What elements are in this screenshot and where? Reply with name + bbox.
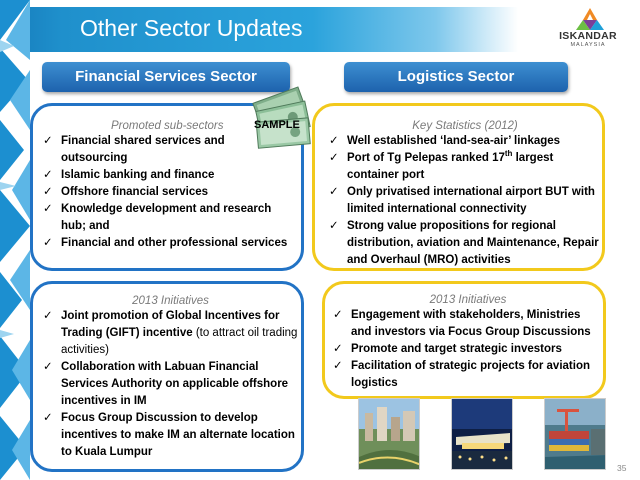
list-item: ✓ Financial shared services and outsourcing [43, 135, 225, 164]
financial-initiatives-list [43, 308, 298, 461]
logistics-initiatives-heading: 2013 Initiatives [429, 294, 507, 306]
logistics-initiatives-card [322, 281, 606, 399]
check-icon: ✓ [43, 135, 53, 147]
list-item: ✓ Offshore financial services [43, 184, 293, 201]
list-item: ✓ Well established ‘land-sea-air’ linkages [329, 133, 601, 150]
header-left-accent [30, 7, 62, 52]
list-item: ✓ Joint promotion of Global Incentives for Trading (GIFT) incentive (to attract oil trading activities) [43, 310, 298, 356]
check-icon: ✓ [43, 203, 53, 215]
left-triangle-pattern [0, 0, 30, 480]
check-icon: ✓ [43, 169, 53, 181]
financial-initiatives-card [30, 281, 304, 472]
check-icon: ✓ [43, 237, 53, 249]
check-icon: ✓ [329, 186, 339, 198]
list-item: ✓ Port of Tg Pelepas ranked 17th largest container port [329, 149, 554, 181]
list-item: ✓ Strong value propositions for regional distribution, aviation and Maintenance, Repair and Overhaul (MRO) activities [329, 220, 599, 266]
check-icon: ✓ [333, 309, 343, 321]
check-icon: ✓ [43, 361, 53, 373]
check-icon: ✓ [329, 152, 339, 164]
list-item: ✓ Only privatised international airport BUT with limited international connectivity [329, 186, 595, 215]
check-icon: ✓ [43, 310, 53, 322]
check-icon: ✓ [329, 220, 339, 232]
list-item: ✓ Focus Group Discussion to develop incentives to make IM an alternate location to Kuala Lumpur [43, 412, 295, 458]
check-icon: ✓ [333, 360, 343, 372]
check-icon: ✓ [333, 343, 343, 355]
list-item: ✓ Knowledge development and research hub; and [43, 203, 272, 232]
financial-services-sector-header: Financial Services Sector [42, 62, 290, 92]
port-photo [544, 398, 606, 470]
check-icon: ✓ [329, 135, 339, 147]
logistics-initiatives-list [333, 307, 603, 392]
check-icon: ✓ [43, 186, 53, 198]
list-item: ✓ Promote and target strategic investors [333, 341, 603, 358]
city-photo [358, 398, 420, 470]
list-item: ✓ Islamic banking and finance [43, 167, 293, 184]
list-item: ✓ Financial and other professional services [43, 235, 293, 252]
logo-subtitle: MALAYSIA [570, 42, 606, 48]
airport-photo [451, 398, 513, 470]
list-item: ✓ Facilitation of strategic projects for aviation logistics [333, 360, 590, 389]
page-title: Other Sector Updates [80, 15, 303, 41]
logistics-sector-header: Logistics Sector [344, 62, 568, 92]
financial-initiatives-heading: 2013 Initiatives [132, 295, 209, 307]
list-item: ✓ Collaboration with Labuan Financial Services Authority on applicable offshore incentives in IM [43, 361, 289, 407]
page-number: 35 [617, 463, 627, 473]
promoted-subsectors-heading: Promoted sub-sectors [111, 120, 224, 132]
list-item: ✓ Engagement with stakeholders, Ministries and investors via Focus Group Discussions [333, 309, 591, 338]
logo-name: ISKANDAR [559, 30, 617, 42]
key-statistics-heading: Key Statistics (2012) [412, 120, 518, 132]
sample-label: SAMPLE [254, 119, 300, 131]
key-statistics-list [329, 133, 601, 269]
check-icon: ✓ [43, 412, 53, 424]
key-statistics-card [312, 103, 605, 271]
